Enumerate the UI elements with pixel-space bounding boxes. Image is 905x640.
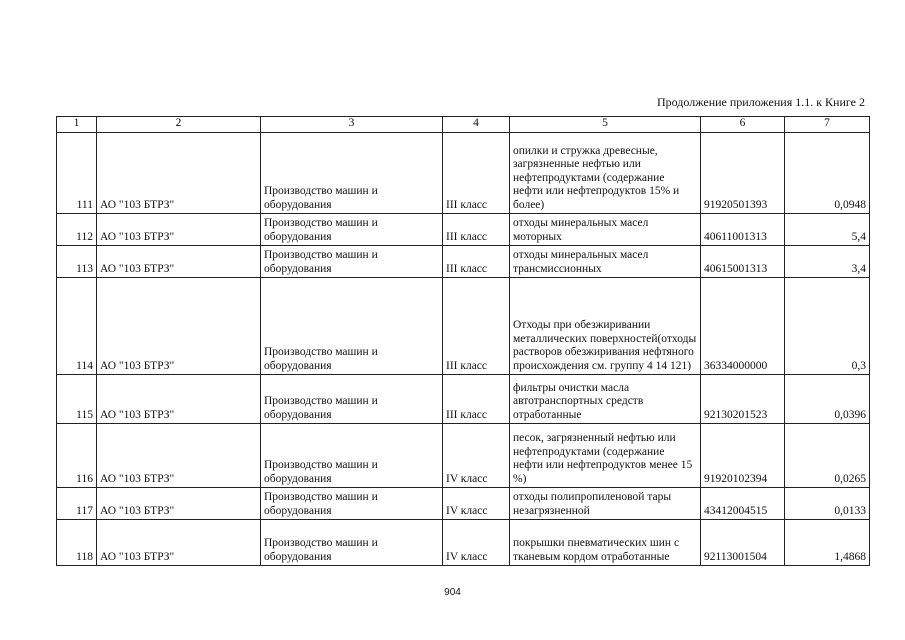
table-row bbox=[57, 214, 870, 246]
table-row bbox=[57, 246, 870, 278]
waste-name: фильтры очистки масла автотранспортных средств отработанные bbox=[510, 375, 701, 424]
organization: АО "103 БТРЗ" bbox=[97, 488, 261, 520]
column-header: 5 bbox=[510, 117, 701, 133]
continuation-caption: Продолжение приложения 1.1. к Книге 2 bbox=[656, 95, 865, 109]
waste-name: опилки и стружка древесные, загрязненные нефтью или нефтепродуктами (содержание нефти или нефтепродуктов 15% и более) bbox=[510, 133, 701, 214]
hazard-class: III класс bbox=[443, 133, 510, 214]
waste-name: отходы минеральных масел трансмиссионных bbox=[510, 246, 701, 278]
table-row bbox=[57, 375, 870, 424]
hazard-class: IV класс bbox=[443, 424, 510, 488]
quantity: 0,0396 bbox=[785, 375, 870, 424]
waste-table bbox=[56, 116, 870, 566]
activity: Производство машин и оборудования bbox=[261, 246, 443, 278]
activity: Производство машин и оборудования bbox=[261, 424, 443, 488]
row-number: 113 bbox=[57, 246, 97, 278]
hazard-class: IV класс bbox=[443, 488, 510, 520]
column-header: 2 bbox=[97, 117, 261, 133]
waste-code: 92113001504 bbox=[701, 520, 785, 566]
waste-name: отходы полипропиленовой тары незагрязненной bbox=[510, 488, 701, 520]
hazard-class: III класс bbox=[443, 278, 510, 375]
activity: Производство машин и оборудования bbox=[261, 278, 443, 375]
table-row bbox=[57, 424, 870, 488]
waste-code: 91920102394 bbox=[701, 424, 785, 488]
row-number: 111 bbox=[57, 133, 97, 214]
activity: Производство машин и оборудования bbox=[261, 375, 443, 424]
activity: Производство машин и оборудования bbox=[261, 520, 443, 566]
quantity: 5,4 bbox=[785, 214, 870, 246]
activity: Производство машин и оборудования bbox=[261, 133, 443, 214]
column-header: 4 bbox=[443, 117, 510, 133]
column-header: 6 bbox=[701, 117, 785, 133]
header-row bbox=[57, 117, 870, 133]
hazard-class: III класс bbox=[443, 214, 510, 246]
waste-code: 40615001313 bbox=[701, 246, 785, 278]
row-number: 115 bbox=[57, 375, 97, 424]
page-number: 904 bbox=[444, 587, 461, 598]
row-number: 112 bbox=[57, 214, 97, 246]
organization: АО "103 БТРЗ" bbox=[97, 214, 261, 246]
column-header: 3 bbox=[261, 117, 443, 133]
waste-code: 43412004515 bbox=[701, 488, 785, 520]
row-number: 117 bbox=[57, 488, 97, 520]
organization: АО "103 БТРЗ" bbox=[97, 246, 261, 278]
quantity: 0,0948 bbox=[785, 133, 870, 214]
organization: АО "103 БТРЗ" bbox=[97, 133, 261, 214]
organization: АО "103 БТРЗ" bbox=[97, 424, 261, 488]
waste-code: 92130201523 bbox=[701, 375, 785, 424]
column-header: 1 bbox=[57, 117, 97, 133]
column-header: 7 bbox=[785, 117, 870, 133]
organization: АО "103 БТРЗ" bbox=[97, 375, 261, 424]
organization: АО "103 БТРЗ" bbox=[97, 520, 261, 566]
table-row bbox=[57, 488, 870, 520]
table-row bbox=[57, 133, 870, 214]
table-row bbox=[57, 278, 870, 375]
quantity: 0,0265 bbox=[785, 424, 870, 488]
hazard-class: IV класс bbox=[443, 520, 510, 566]
organization: АО "103 БТРЗ" bbox=[97, 278, 261, 375]
hazard-class: III класс bbox=[443, 375, 510, 424]
waste-name: отходы минеральных масел моторных bbox=[510, 214, 701, 246]
waste-name: Отходы при обезжиривании металлических поверхностей(отходы растворов обезжиривания нефтяного происхождения см. группу 4 14 121) bbox=[510, 278, 701, 375]
table-row bbox=[57, 520, 870, 566]
quantity: 0,3 bbox=[785, 278, 870, 375]
activity: Производство машин и оборудования bbox=[261, 488, 443, 520]
waste-name: песок, загрязненный нефтью или нефтепродуктами (содержание нефти или нефтепродуктов менее 15 %) bbox=[510, 424, 701, 488]
waste-code: 91920501393 bbox=[701, 133, 785, 214]
activity: Производство машин и оборудования bbox=[261, 214, 443, 246]
waste-code: 40611001313 bbox=[701, 214, 785, 246]
quantity: 1,4868 bbox=[785, 520, 870, 566]
quantity: 3,4 bbox=[785, 246, 870, 278]
waste-name: покрышки пневматических шин с тканевым кордом отработанные bbox=[510, 520, 701, 566]
waste-code: 36334000000 bbox=[701, 278, 785, 375]
quantity: 0,0133 bbox=[785, 488, 870, 520]
row-number: 118 bbox=[57, 520, 97, 566]
row-number: 116 bbox=[57, 424, 97, 488]
row-number: 114 bbox=[57, 278, 97, 375]
hazard-class: III класс bbox=[443, 246, 510, 278]
